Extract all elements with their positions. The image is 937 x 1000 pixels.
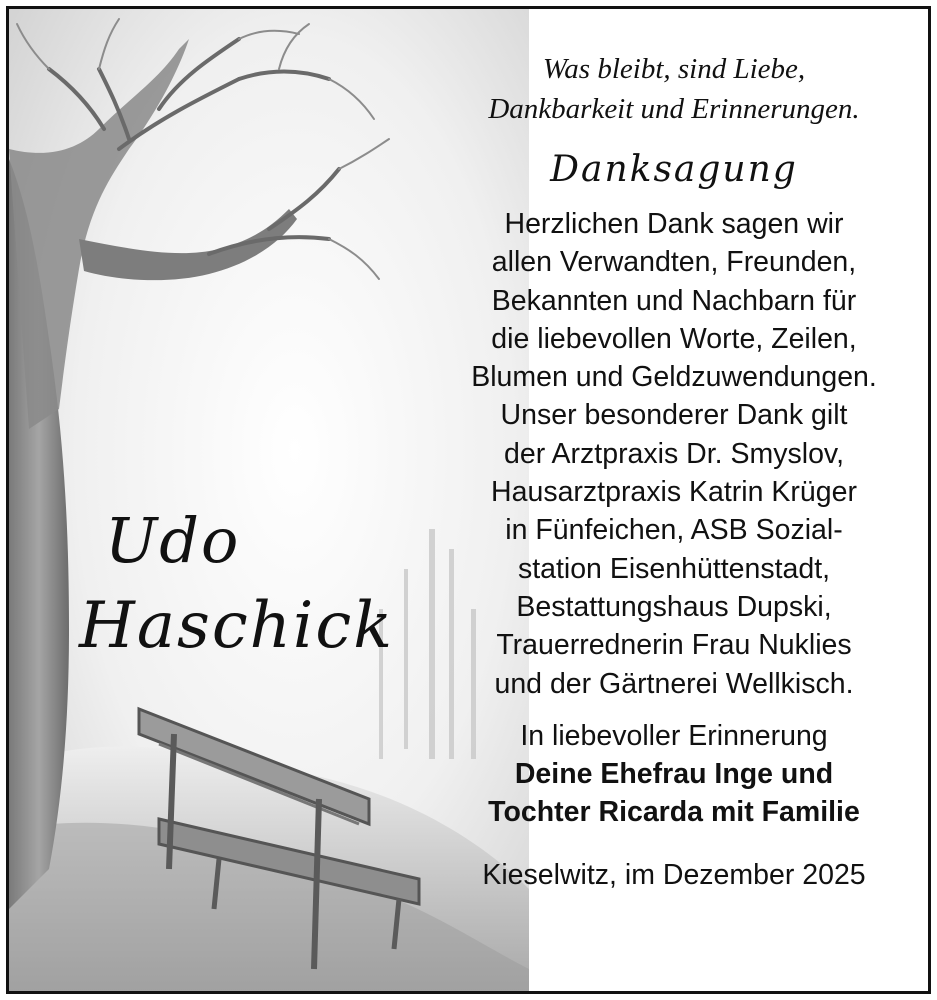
motto-line: Dankbarkeit und Erinnerungen. (488, 93, 860, 125)
body-line: Blumen und Geldzuwendungen. (471, 361, 877, 394)
place-date: Kieselwitz, im Dezember 2025 (482, 858, 866, 891)
motto (429, 49, 919, 129)
body-text (429, 205, 919, 703)
body-line: der Arztpraxis Dr. Smyslov, (504, 437, 844, 470)
body-line: Herzlichen Dank sagen wir (504, 208, 844, 240)
text-column (429, 49, 919, 894)
heading: Danksagung (550, 149, 798, 190)
signer-line: Tochter Ricarda mit Familie (488, 796, 860, 829)
notice-frame (6, 6, 931, 994)
body-line: allen Verwandten, Freunden, (491, 246, 857, 279)
body-line: Unser besonderer Dank gilt (500, 399, 848, 432)
signer-line: Deine Ehefrau Inge und (514, 758, 834, 791)
motto-line: Was bleibt, sind Liebe, (542, 53, 806, 85)
closing (429, 717, 919, 832)
body-line: und der Gärtnerei Wellkisch. (494, 667, 854, 700)
body-line: station Eisenhüttenstadt, (517, 552, 831, 585)
body-line: Hausarztpraxis Katrin Krüger (491, 476, 857, 509)
deceased-first-name: Udo (105, 504, 241, 577)
body-line: in Fünfeichen, ASB Sozial- (505, 514, 843, 547)
closing-intro: In liebevoller Erinnerung (520, 719, 828, 752)
body-line: Trauerrednerin Frau Nuklies (496, 629, 852, 662)
body-line: Bekannten und Nachbarn für (491, 284, 857, 317)
body-line: die liebevollen Worte, Zeilen, (491, 322, 857, 355)
body-line: Bestattungshaus Dupski, (516, 590, 832, 623)
deceased-last-name: Haschick (79, 589, 394, 663)
